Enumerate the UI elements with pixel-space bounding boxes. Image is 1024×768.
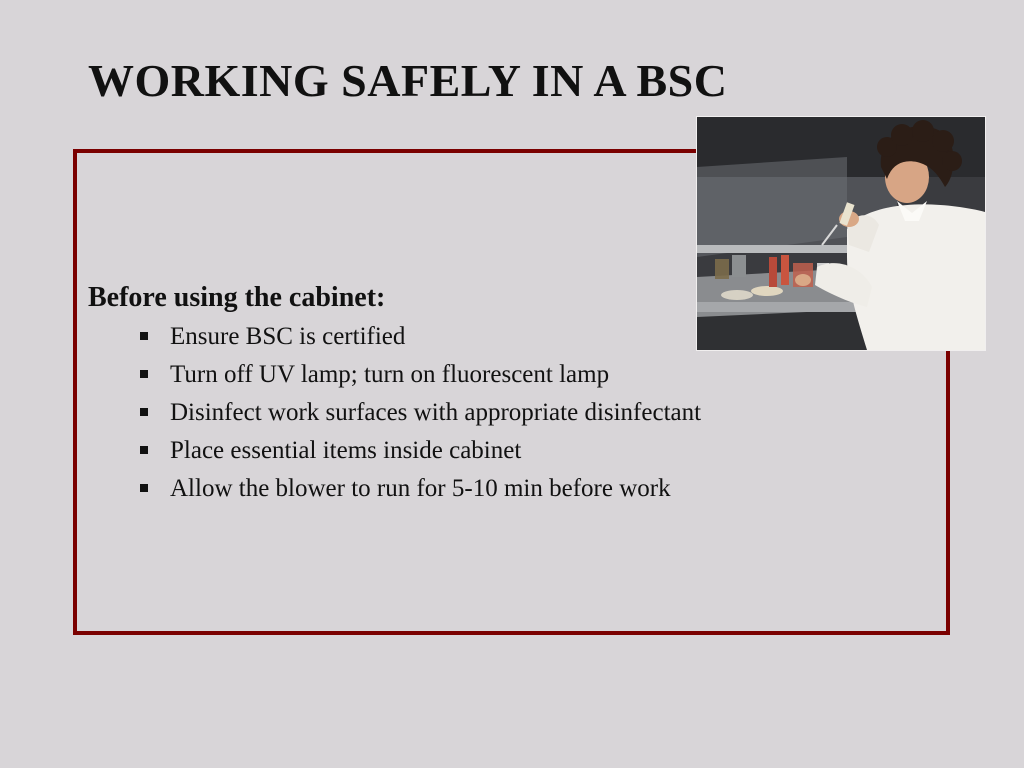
technician-at-biosafety-cabinet-photo: [697, 117, 985, 350]
list-item: [140, 360, 701, 398]
bullet-square-icon: [140, 484, 148, 492]
list-item-text: Allow the blower to run for 5-10 min before work: [170, 475, 671, 502]
bullet-list: [140, 322, 701, 512]
list-item-text: Ensure BSC is certified: [170, 323, 406, 350]
list-item: [140, 322, 701, 360]
bullet-square-icon: [140, 446, 148, 454]
list-item: [140, 398, 701, 436]
list-item-text: Disinfect work surfaces with appropriate disinfectant: [170, 399, 702, 426]
list-item-text: Turn off UV lamp; turn on fluorescent lamp: [170, 361, 610, 388]
bullet-square-icon: [140, 332, 148, 340]
slide-title: WORKING SAFELY IN A BSC: [88, 55, 728, 106]
bullet-square-icon: [140, 370, 148, 378]
list-item-text: Place essential items inside cabinet: [170, 437, 522, 464]
section-heading: Before using the cabinet:: [88, 282, 386, 313]
list-item: [140, 436, 701, 474]
bullet-square-icon: [140, 408, 148, 416]
list-item: [140, 474, 701, 512]
